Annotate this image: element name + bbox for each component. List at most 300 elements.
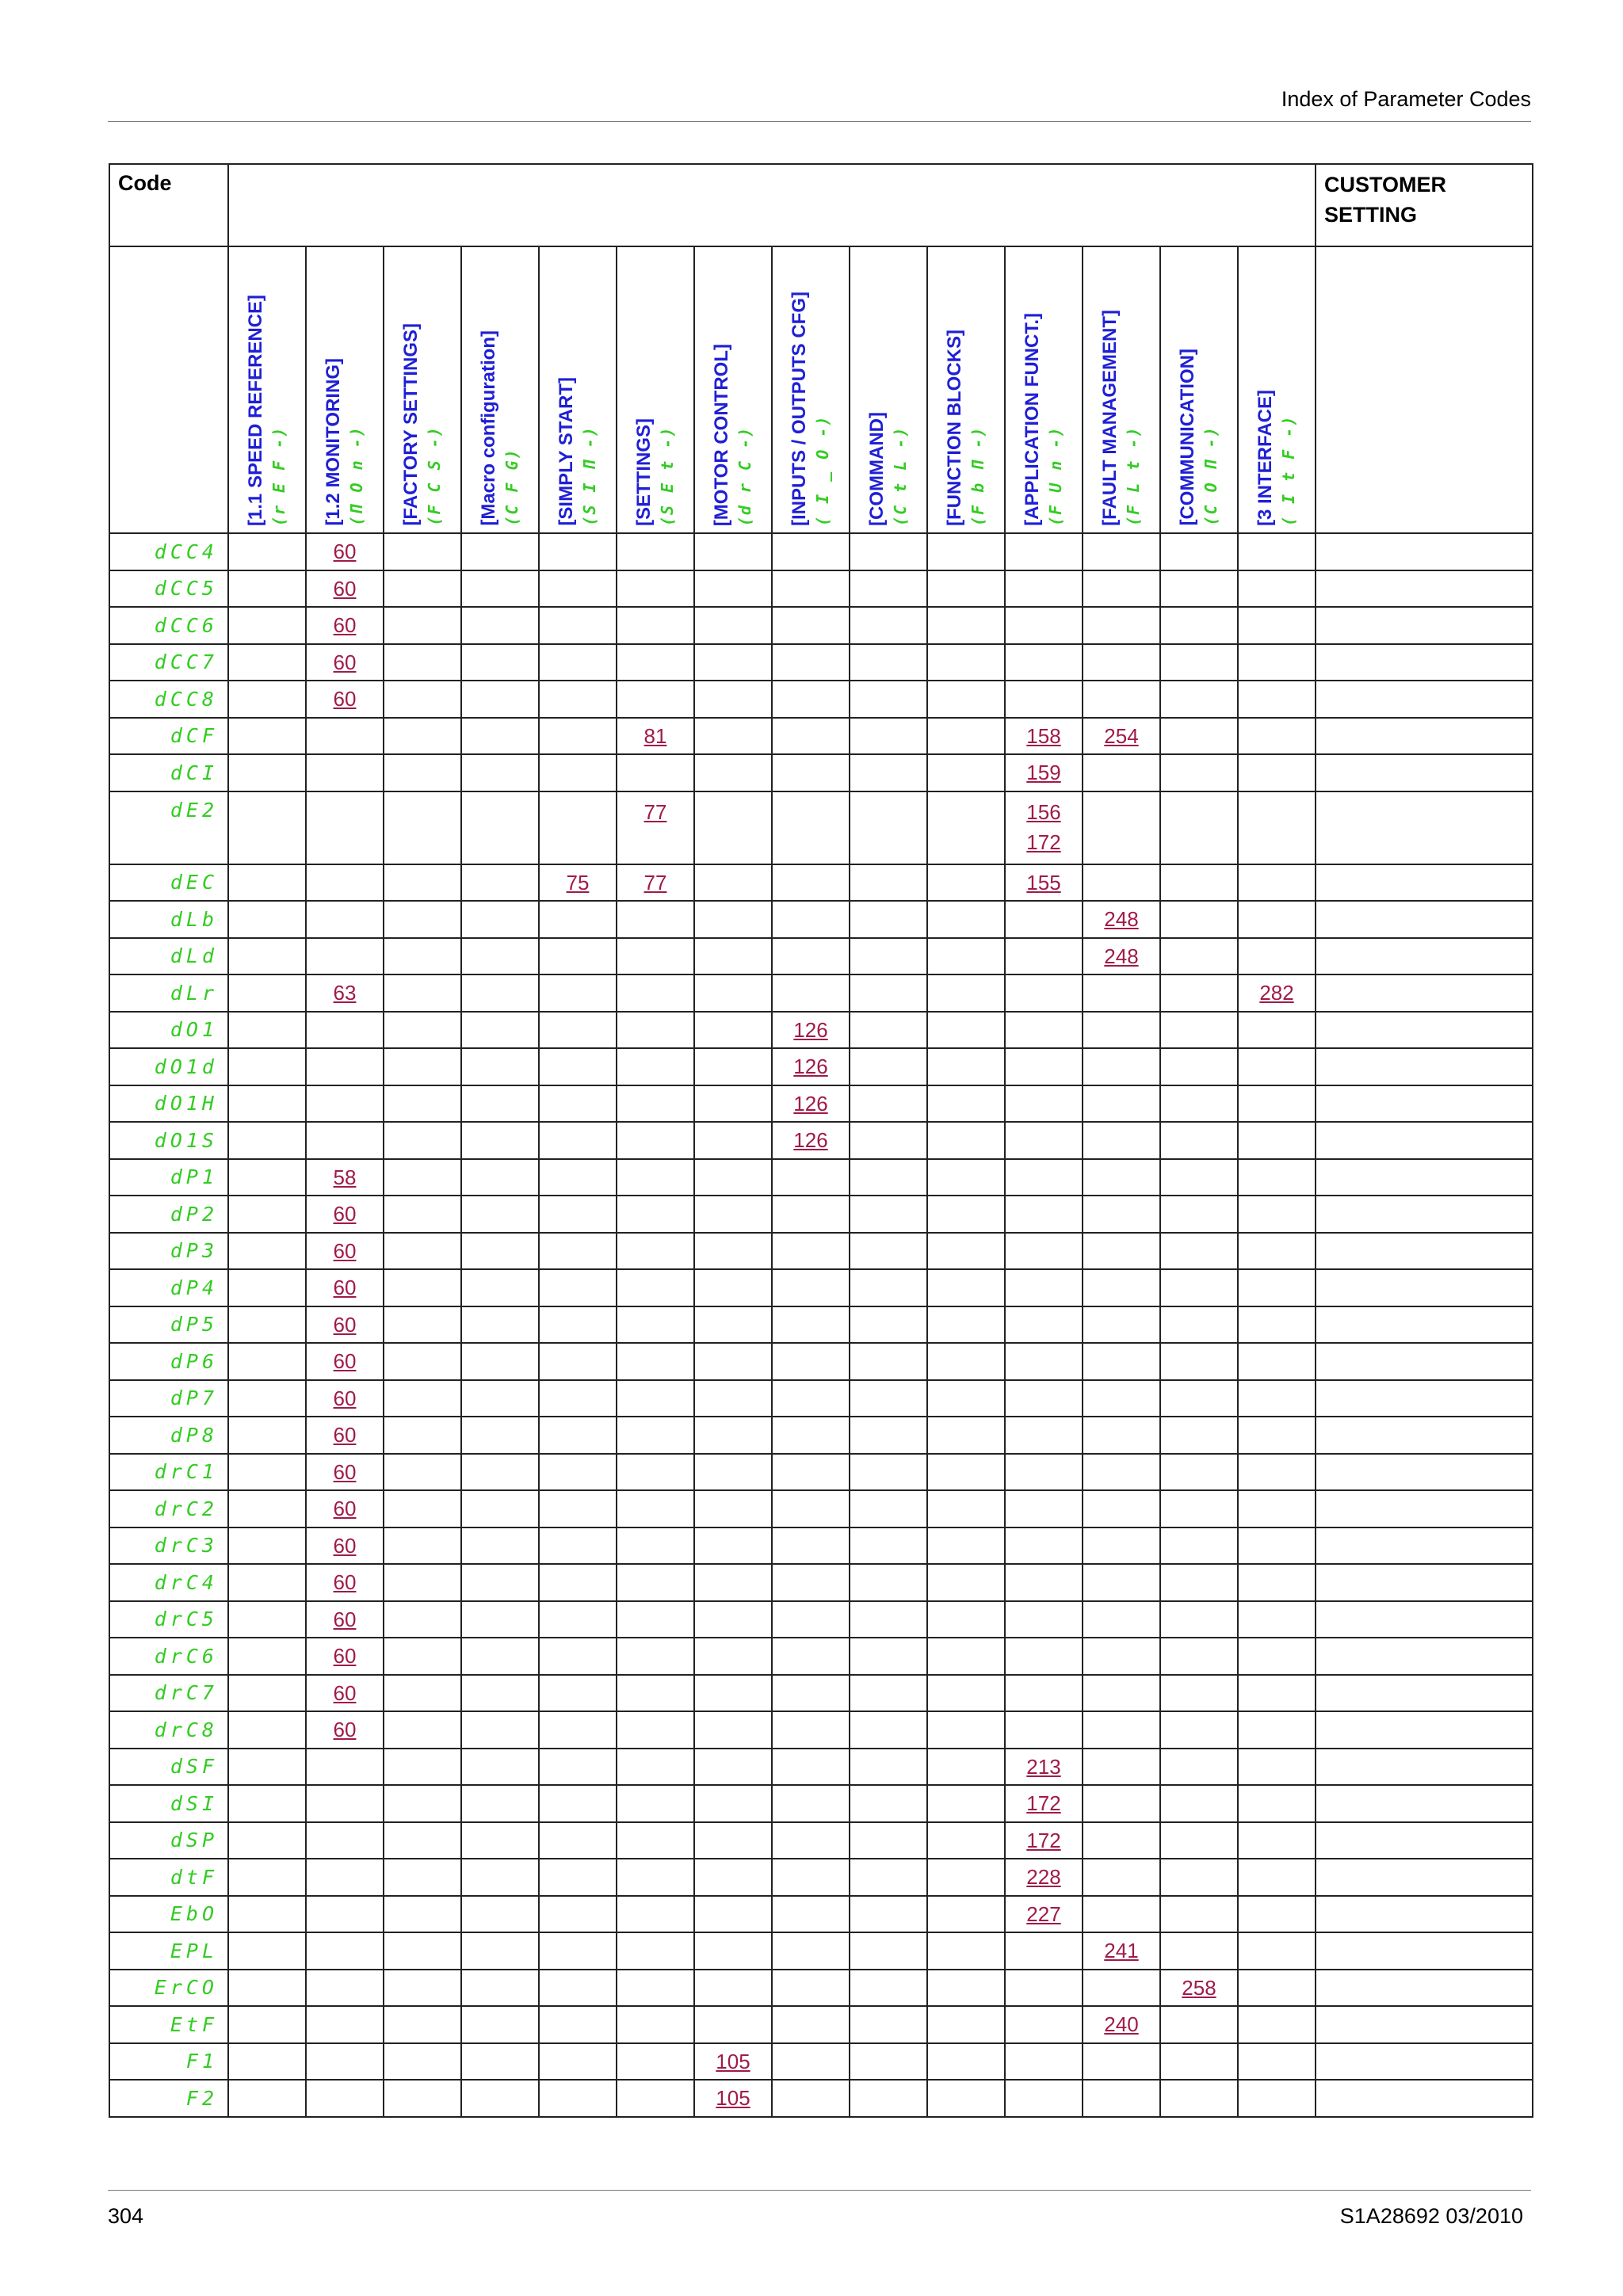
- page-reference-cell: [694, 791, 772, 864]
- page-reference-cell: [927, 1711, 1005, 1749]
- page-link[interactable]: 60: [333, 1570, 357, 1595]
- page-reference-cell: [1083, 1970, 1160, 2007]
- page-reference-cell: [306, 1306, 384, 1344]
- menu-code: (F L t -): [1124, 425, 1143, 526]
- page-link[interactable]: 60: [333, 613, 357, 638]
- page-reference-cell: [927, 644, 1005, 681]
- page-reference-cell: [772, 1601, 850, 1638]
- page-link[interactable]: 60: [333, 1423, 357, 1447]
- page-reference-cell: [772, 1564, 850, 1601]
- customer-setting-cell[interactable]: [1316, 1122, 1533, 1159]
- page-reference-cell: [694, 1675, 772, 1712]
- page-link[interactable]: 60: [333, 1497, 357, 1521]
- page-link[interactable]: 172: [1026, 1828, 1061, 1852]
- customer-setting-cell[interactable]: [1316, 644, 1533, 681]
- page-reference-cell: [461, 1380, 539, 1417]
- page-reference-cell: [1005, 2006, 1083, 2043]
- page-reference-cell: [306, 754, 384, 791]
- page-reference-cell: [1238, 1085, 1316, 1123]
- page-link[interactable]: 60: [333, 1202, 357, 1226]
- page-reference-cell: [1160, 974, 1238, 1012]
- page-reference-cell: [927, 570, 1005, 608]
- customer-setting-cell[interactable]: [1316, 1343, 1533, 1380]
- page-reference-cell: [384, 1970, 461, 2007]
- page-reference-cell: [539, 1564, 617, 1601]
- customer-setting-cell[interactable]: [1316, 1749, 1533, 1786]
- page-reference-cell: [1083, 1675, 1160, 1712]
- page-reference-cell: [384, 1159, 461, 1196]
- page-link[interactable]: 126: [793, 1017, 828, 1042]
- page-reference-cell: [927, 681, 1005, 718]
- page-reference-cell: [694, 607, 772, 644]
- page-reference-cell: [1005, 607, 1083, 644]
- table-row: [109, 607, 1533, 644]
- page-reference-cell: [1083, 2043, 1160, 2081]
- page-reference-cell: [1083, 1564, 1160, 1601]
- page-reference-cell: [1083, 681, 1160, 718]
- menu-column-header: [1083, 246, 1160, 533]
- page-reference-cell: [539, 1859, 617, 1896]
- page-reference-cell: [228, 1490, 306, 1527]
- customer-setting-cell[interactable]: [1316, 1454, 1533, 1491]
- page-link[interactable]: 60: [333, 1680, 357, 1705]
- page-reference-cell: [228, 1564, 306, 1601]
- menu-header-text: [555, 377, 601, 526]
- customer-setting-cell[interactable]: [1316, 570, 1533, 608]
- page-link[interactable]: 58: [333, 1165, 357, 1189]
- table-row: [109, 1970, 1533, 2007]
- page-reference-cell: [694, 1785, 772, 1822]
- page-reference-cell: [1160, 901, 1238, 938]
- page-reference-cell: [539, 1638, 617, 1675]
- page-reference-cell: [539, 1343, 617, 1380]
- page-reference-cell: [1160, 1048, 1238, 1085]
- page-reference-cell: [617, 1490, 694, 1527]
- page-link[interactable]: 282: [1259, 981, 1294, 1005]
- customer-setting-cell[interactable]: [1316, 718, 1533, 755]
- page-reference-cell: [694, 1490, 772, 1527]
- customer-setting-cell[interactable]: [1316, 1601, 1533, 1638]
- page-reference-cell: [539, 2080, 617, 2117]
- page-reference-cell: [1005, 1859, 1083, 1896]
- page-link[interactable]: 60: [333, 1276, 357, 1300]
- customer-setting-cell[interactable]: [1316, 1527, 1533, 1565]
- page-reference-cell: [461, 1306, 539, 1344]
- parameter-code: dLr: [109, 974, 228, 1012]
- customer-setting-cell[interactable]: [1316, 754, 1533, 791]
- menu-header-text: [244, 295, 290, 526]
- page-link[interactable]: 77: [643, 870, 667, 894]
- page-link[interactable]: 126: [793, 1091, 828, 1116]
- page-link[interactable]: 156: [1026, 799, 1061, 824]
- customer-setting-cell[interactable]: [1316, 681, 1533, 718]
- page-reference-cell: [1160, 533, 1238, 570]
- page-link[interactable]: 126: [793, 1055, 828, 1079]
- parameter-code: F2: [109, 2080, 228, 2117]
- customer-setting-cell[interactable]: [1316, 1048, 1533, 1085]
- page-reference-cell: [927, 607, 1005, 644]
- page-reference-cell: [306, 1601, 384, 1638]
- customer-setting-cell[interactable]: [1316, 1932, 1533, 1970]
- page-reference-cell: [850, 1601, 927, 1638]
- customer-setting-cell[interactable]: [1316, 1306, 1533, 1344]
- page-reference-cell: [228, 607, 306, 644]
- page-reference-cell: [617, 2006, 694, 2043]
- customer-setting-cell[interactable]: [1316, 1564, 1533, 1601]
- parameter-code: dSP: [109, 1822, 228, 1859]
- page-reference-cell: [539, 1269, 617, 1306]
- page-link[interactable]: 60: [333, 1349, 357, 1374]
- page-reference-cell: [1160, 2006, 1238, 2043]
- menu-column-header: [927, 246, 1005, 533]
- parameter-code: dO1: [109, 1012, 228, 1049]
- page-link[interactable]: 248: [1104, 907, 1139, 932]
- menu-code: (F C S -): [425, 425, 444, 526]
- page-link[interactable]: 60: [333, 1644, 357, 1669]
- page-reference-cell: [617, 570, 694, 608]
- page-reference-cell: [850, 1380, 927, 1417]
- page-reference-cell: [850, 607, 927, 644]
- parameter-code: ErCO: [109, 1970, 228, 2007]
- customer-setting-cell[interactable]: [1316, 1417, 1533, 1454]
- page-reference-cell: [850, 1490, 927, 1527]
- page-reference-cell: [617, 1675, 694, 1712]
- customer-setting-cell[interactable]: [1316, 1012, 1533, 1049]
- page-reference-cell: [539, 644, 617, 681]
- page-reference-cell: [694, 1306, 772, 1344]
- page-reference-cell: [927, 1932, 1005, 1970]
- table-row: [109, 644, 1533, 681]
- table-row: [109, 1269, 1533, 1306]
- page-reference-cell: [461, 1711, 539, 1749]
- customer-setting-cell[interactable]: [1316, 1159, 1533, 1196]
- page-reference-cell: [306, 1490, 384, 1527]
- page-reference-cell: [306, 974, 384, 1012]
- page-reference-cell: [384, 2080, 461, 2117]
- page-reference-cell: [1083, 1932, 1160, 1970]
- page-reference-cell: [306, 2080, 384, 2117]
- page-reference-cell: [384, 1896, 461, 1933]
- page-reference-cell: [1083, 2006, 1160, 2043]
- page-reference-cell: [694, 644, 772, 681]
- page-link[interactable]: 240: [1104, 2012, 1139, 2037]
- page-reference-cell: [539, 1417, 617, 1454]
- menu-header-text: [1098, 310, 1144, 526]
- page-reference-cell: [539, 681, 617, 718]
- menu-column-header: [850, 246, 927, 533]
- page-reference-cell: [384, 974, 461, 1012]
- customer-setting-cell[interactable]: [1316, 2006, 1533, 2043]
- page-reference-cell: [228, 938, 306, 975]
- page-link[interactable]: 81: [643, 723, 667, 748]
- page-reference-cell: [384, 1675, 461, 1712]
- customer-setting-cell[interactable]: [1316, 607, 1533, 644]
- page-reference-cell: [1005, 1785, 1083, 1822]
- page-reference-cell: [927, 1159, 1005, 1196]
- page-link[interactable]: 60: [333, 1718, 357, 1742]
- page-reference-cell: [772, 2006, 850, 2043]
- page-reference-cell: [1238, 1196, 1316, 1233]
- page-reference-cell: [461, 1490, 539, 1527]
- customer-setting-cell[interactable]: [1316, 1711, 1533, 1749]
- page-reference-cell: [384, 1711, 461, 1749]
- page-reference-cell: [772, 2080, 850, 2117]
- page-reference-cell: [1083, 1306, 1160, 1344]
- parameter-code: drC3: [109, 1527, 228, 1565]
- page-reference-cell: [1238, 1269, 1316, 1306]
- page-link[interactable]: 60: [333, 1238, 357, 1263]
- page-reference-cell: [461, 901, 539, 938]
- page-reference-cell: [539, 1896, 617, 1933]
- page-reference-cell: [461, 1233, 539, 1270]
- menu-code: (Π O n -): [347, 425, 366, 526]
- page-reference-cell: [1005, 2080, 1083, 2117]
- page-reference-cell: [306, 1564, 384, 1601]
- page-reference-cell: [694, 1012, 772, 1049]
- page-reference-cell: [850, 570, 927, 608]
- page-reference-cell: [1083, 864, 1160, 902]
- page-link[interactable]: 60: [333, 650, 357, 674]
- page-reference-cell: [1238, 1306, 1316, 1344]
- page-reference-cell: [228, 1970, 306, 2007]
- page-reference-cell: [461, 791, 539, 864]
- page-link[interactable]: 228: [1026, 1865, 1061, 1890]
- table-row: [109, 1711, 1533, 1749]
- page-reference-cell: [927, 791, 1005, 864]
- page-link[interactable]: 60: [333, 1386, 357, 1410]
- customer-setting-cell[interactable]: [1316, 1196, 1533, 1233]
- page-reference-cell: [1005, 1196, 1083, 1233]
- parameter-code: dCI: [109, 754, 228, 791]
- page-reference-cell: [927, 864, 1005, 902]
- page-reference-cell: [1083, 754, 1160, 791]
- page-reference-cell: [228, 644, 306, 681]
- page-reference-cell: [306, 1454, 384, 1491]
- page-reference-cell: [1005, 1306, 1083, 1344]
- page-reference-cell: [1005, 1085, 1083, 1123]
- page-reference-cell: [384, 1564, 461, 1601]
- page-reference-cell: [461, 681, 539, 718]
- customer-setting-cell[interactable]: [1316, 2043, 1533, 2081]
- page-reference-cell: [617, 1306, 694, 1344]
- parameter-code: dLb: [109, 901, 228, 938]
- page-reference-cell: [617, 1932, 694, 1970]
- page-link[interactable]: 60: [333, 1459, 357, 1484]
- table-row: [109, 754, 1533, 791]
- page-reference-cell: [1005, 1343, 1083, 1380]
- page-link[interactable]: 60: [333, 687, 357, 711]
- table-row: [109, 1749, 1533, 1786]
- page-reference-cell: [1160, 1785, 1238, 1822]
- page-reference-cell: [384, 2006, 461, 2043]
- page-link[interactable]: 60: [333, 1607, 357, 1631]
- page-link[interactable]: 159: [1026, 761, 1061, 785]
- customer-setting-cell[interactable]: [1316, 1785, 1533, 1822]
- parameter-code: dP4: [109, 1269, 228, 1306]
- customer-setting-cell[interactable]: [1316, 1233, 1533, 1270]
- header-divider: [108, 121, 1531, 122]
- page-link[interactable]: 172: [1026, 830, 1061, 854]
- table-row: [109, 1859, 1533, 1896]
- page-reference-cell: [1005, 1564, 1083, 1601]
- page-reference-cell: [772, 1822, 850, 1859]
- menu-header-text: [1021, 313, 1067, 526]
- page-reference-cell: [539, 1012, 617, 1049]
- page-link[interactable]: 105: [716, 2049, 750, 2073]
- page-link[interactable]: 60: [333, 1533, 357, 1558]
- page-reference-cell: [1160, 1932, 1238, 1970]
- page-reference-cell: [461, 1970, 539, 2007]
- page-reference-cell: [617, 1159, 694, 1196]
- page-link[interactable]: 172: [1026, 1791, 1061, 1816]
- page-reference-cell: [617, 1822, 694, 1859]
- table-row: [109, 718, 1533, 755]
- page-reference-cell: [1160, 1306, 1238, 1344]
- page-link[interactable]: 213: [1026, 1754, 1061, 1779]
- page-reference-cell: [617, 1638, 694, 1675]
- page-reference-cell: [1238, 1417, 1316, 1454]
- table-row: [109, 1012, 1533, 1049]
- customer-setting-cell[interactable]: [1316, 1269, 1533, 1306]
- page-link[interactable]: 77: [643, 799, 667, 824]
- menu-label: [COMMAND]: [866, 412, 888, 526]
- customer-setting-cell[interactable]: [1316, 974, 1533, 1012]
- page-reference-cell: [384, 718, 461, 755]
- page-reference-cell: [461, 1564, 539, 1601]
- page-reference-cell: [1160, 1822, 1238, 1859]
- customer-setting-cell[interactable]: [1316, 1675, 1533, 1712]
- page-reference-cell: [772, 1343, 850, 1380]
- page-link[interactable]: 248: [1104, 944, 1139, 968]
- page-reference-cell: [772, 644, 850, 681]
- page-reference-cell: [306, 1822, 384, 1859]
- customer-setting-cell[interactable]: [1316, 1638, 1533, 1675]
- page-reference-cell: [1160, 1711, 1238, 1749]
- page-reference-cell: [1005, 570, 1083, 608]
- page-reference-cell: [772, 718, 850, 755]
- page-reference-cell: [850, 974, 927, 1012]
- customer-setting-cell[interactable]: [1316, 1896, 1533, 1933]
- page-link[interactable]: 63: [333, 981, 357, 1005]
- page-reference-cell: [694, 1159, 772, 1196]
- page-link[interactable]: 105: [716, 2086, 750, 2111]
- page-link[interactable]: 60: [333, 576, 357, 601]
- page-reference-cell: [228, 1638, 306, 1675]
- customer-setting-cell[interactable]: [1316, 1970, 1533, 2007]
- customer-setting-cell[interactable]: [1316, 1859, 1533, 1896]
- page-reference-cell: [694, 1233, 772, 1270]
- page-link[interactable]: 258: [1182, 1975, 1216, 2000]
- parameter-code: dCC8: [109, 681, 228, 718]
- page-reference-cell: [228, 570, 306, 608]
- customer-setting-cell[interactable]: [1316, 533, 1533, 570]
- page-reference-cell: [384, 644, 461, 681]
- page-reference-cell: [694, 1048, 772, 1085]
- page-link[interactable]: 60: [333, 1312, 357, 1337]
- customer-setting-cell[interactable]: [1316, 2080, 1533, 2117]
- page-reference-cell: [927, 1233, 1005, 1270]
- page-number: 304: [108, 2204, 144, 2228]
- page-reference-cell: [927, 1048, 1005, 1085]
- customer-setting-blank: [1316, 246, 1533, 533]
- page-reference-cell: [539, 1601, 617, 1638]
- parameter-code: dCC5: [109, 570, 228, 608]
- page-reference-cell: [694, 1196, 772, 1233]
- customer-setting-cell[interactable]: [1316, 1822, 1533, 1859]
- page-reference-cell: [1005, 864, 1083, 902]
- page-reference-cell: [850, 1970, 927, 2007]
- parameter-code: dO1S: [109, 1122, 228, 1159]
- page-reference-cell: [1160, 1380, 1238, 1417]
- page-reference-cell: [772, 1638, 850, 1675]
- page-reference-cell: [850, 533, 927, 570]
- page-link[interactable]: 126: [793, 1128, 828, 1153]
- document-reference: S1A28692 03/2010: [1339, 2204, 1523, 2228]
- parameter-code: F1: [109, 2043, 228, 2081]
- page-reference-cell: [1005, 1269, 1083, 1306]
- page-reference-cell: [617, 1196, 694, 1233]
- menus-header-spacer: [228, 164, 1316, 246]
- customer-setting-cell[interactable]: [1316, 791, 1533, 864]
- page-reference-cell: [539, 2006, 617, 2043]
- customer-setting-cell[interactable]: [1316, 1085, 1533, 1123]
- customer-setting-cell[interactable]: [1316, 1380, 1533, 1417]
- page-reference-cell: [384, 1122, 461, 1159]
- page-reference-cell: [306, 901, 384, 938]
- page-reference-cell: [927, 1417, 1005, 1454]
- page-reference-cell: [461, 533, 539, 570]
- page-reference-cell: [927, 1454, 1005, 1491]
- page-reference-cell: [617, 1085, 694, 1123]
- page-reference-cell: [694, 1417, 772, 1454]
- page-reference-cell: [1083, 1454, 1160, 1491]
- page-reference-cell: [850, 1454, 927, 1491]
- page-reference-cell: [617, 901, 694, 938]
- page-reference-cell: [1083, 1822, 1160, 1859]
- customer-setting-cell[interactable]: [1316, 864, 1533, 902]
- page-reference-cell: [1005, 1122, 1083, 1159]
- page-reference-cell: [228, 1601, 306, 1638]
- page-reference-cell: [461, 607, 539, 644]
- page-reference-cell: [1083, 1527, 1160, 1565]
- page-reference-cell: [927, 2043, 1005, 2081]
- page-link[interactable]: 158: [1026, 723, 1061, 748]
- page-reference-cell: [1238, 1711, 1316, 1749]
- page-reference-cell: [1083, 1638, 1160, 1675]
- page-link[interactable]: 60: [333, 540, 357, 564]
- page-link[interactable]: 254: [1104, 723, 1139, 748]
- page-reference-cell: [694, 1859, 772, 1896]
- parameter-code: dCF: [109, 718, 228, 755]
- page-link[interactable]: 227: [1026, 1901, 1061, 1926]
- page-link[interactable]: 155: [1026, 870, 1061, 894]
- page-reference-cell: [1160, 1343, 1238, 1380]
- page-reference-cell: [306, 1196, 384, 1233]
- page-reference-cell: [306, 1048, 384, 1085]
- page-reference-cell: [850, 1085, 927, 1123]
- page-reference-cell: [927, 974, 1005, 1012]
- customer-setting-cell[interactable]: [1316, 938, 1533, 975]
- table-row: [109, 1527, 1533, 1565]
- page-link[interactable]: 75: [566, 870, 590, 894]
- page-link[interactable]: 241: [1104, 1939, 1139, 1963]
- page-reference-cell: [1083, 1896, 1160, 1933]
- page-reference-cell: [694, 2006, 772, 2043]
- page-reference-cell: [539, 533, 617, 570]
- customer-setting-cell[interactable]: [1316, 901, 1533, 938]
- customer-setting-cell[interactable]: [1316, 1490, 1533, 1527]
- menu-column-header: [1238, 246, 1316, 533]
